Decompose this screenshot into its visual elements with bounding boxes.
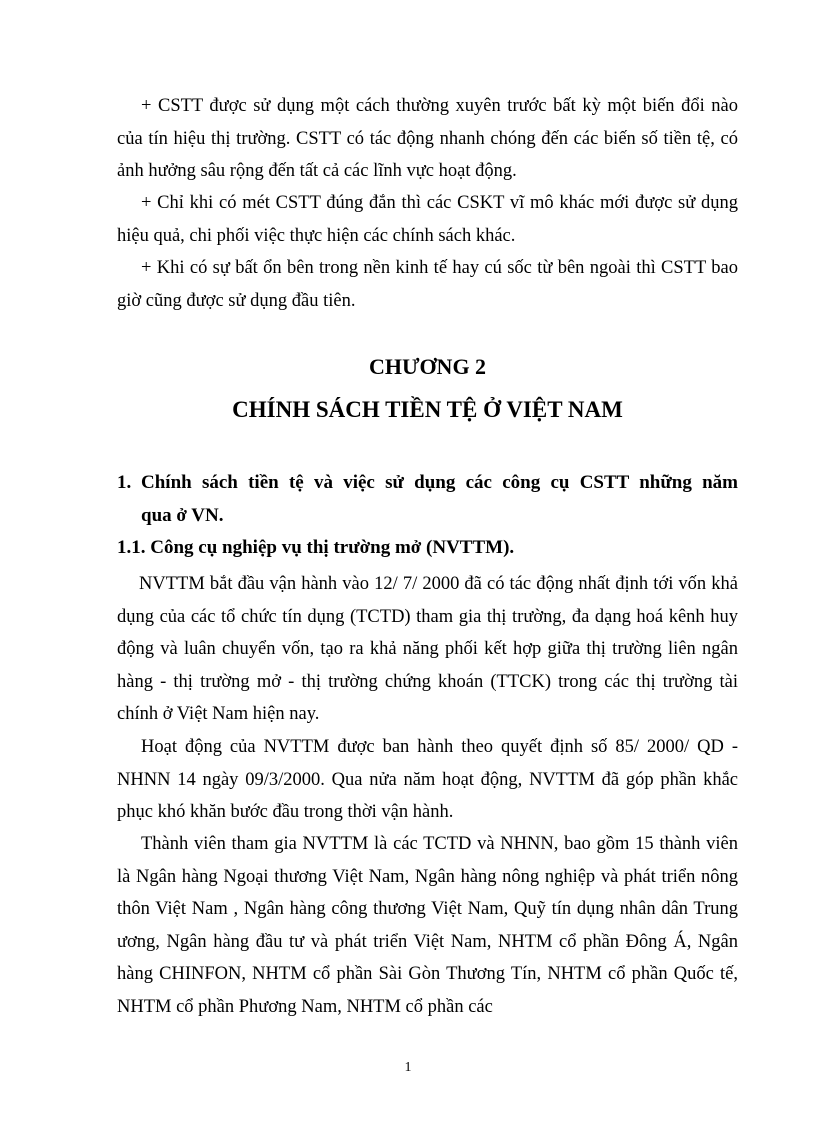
section-1-1-heading: 1.1. Công cụ nghiệp vụ thị trường mở (NVTTM). [117,537,515,558]
intro-paragraph-1: + CSTT được sử dụng một cách thường xuyên trước bất kỳ một biến đổi nào của tín hiệu thị trường. CSTT có tác động nhanh chóng đến các biến số tiền tệ, có ảnh hưởng sâu rộng đến tất cả các lĩnh vực hoạt động. [117,96,738,181]
section-1-first-line [117,467,738,500]
chapter-number: CHƯƠNG 2 [368,354,487,379]
section-1-heading [117,467,738,532]
section-1-number: 1. [117,472,132,493]
chapter-title: CHÍNH SÁCH TIỀN TỆ Ở VIỆT NAM [232,397,623,422]
section-1-title-line-2: qua ở VN. [141,504,224,526]
section-1-1-paragraph-2: Hoạt động của NVTTM được ban hành theo quyết định số 85/ 2000/ QD - NHNN 14 ngày 09/3/2000. Qua nửa năm hoạt động, NVTTM đã góp phần khắc phục khó khăn bước đầu trong thời vận hành. [117,737,738,822]
section-1-title-line-1: Chính sách tiền tệ và việc sử dụng các công cụ CSTT những năm [141,472,738,493]
section-1-1-paragraph-1: NVTTM bắt đầu vận hành vào 12/ 7/ 2000 đã có tác động nhất định tới vốn khả dụng của các tổ chức tín dụng (TCTD) tham gia thị trường, đa dạng hoá kênh huy động và luân chuyển vốn, tạo ra khả năng phối kết hợp giữa thị trường liên ngân hàng - thị trường mở - thị trường chứng khoán (TTCK) trong các thị trường tài chính ở Việt Nam hiện nay. [117,574,738,724]
section-1-1-paragraph-3: Thành viên tham gia NVTTM là các TCTD và NHNN, bao gồm 15 thành viên là Ngân hàng Ngoại thương Việt Nam, Ngân hàng nông nghiệp và phát triển nông thôn Việt Nam , Ngân hàng công thương Việt Nam, Quỹ tín dụng nhân dân Trung ương, Ngân hàng đầu tư và phát triển Việt Nam, NHTM cổ phần Đông Á, Ngân hàng CHINFON, NHTM cổ phần Sài Gòn Thương Tín, NHTM cổ phần Quốc tế, NHTM cổ phần Phương Nam, NHTM cổ phần các [117,834,738,1017]
intro-paragraph-2: + Chỉ khi có mét CSTT đúng đắn thì các CSKT vĩ mô khác mới được sử dụng hiệu quả, chi phối việc thực hiện các chính sách khác. [117,193,738,246]
page-number: 1 [404,1060,412,1075]
intro-paragraph-3: + Khi có sự bất ổn bên trong nền kinh tế hay cú sốc từ bên ngoài thì CSTT bao giờ cũng được sử dụng đầu tiên. [117,258,738,311]
